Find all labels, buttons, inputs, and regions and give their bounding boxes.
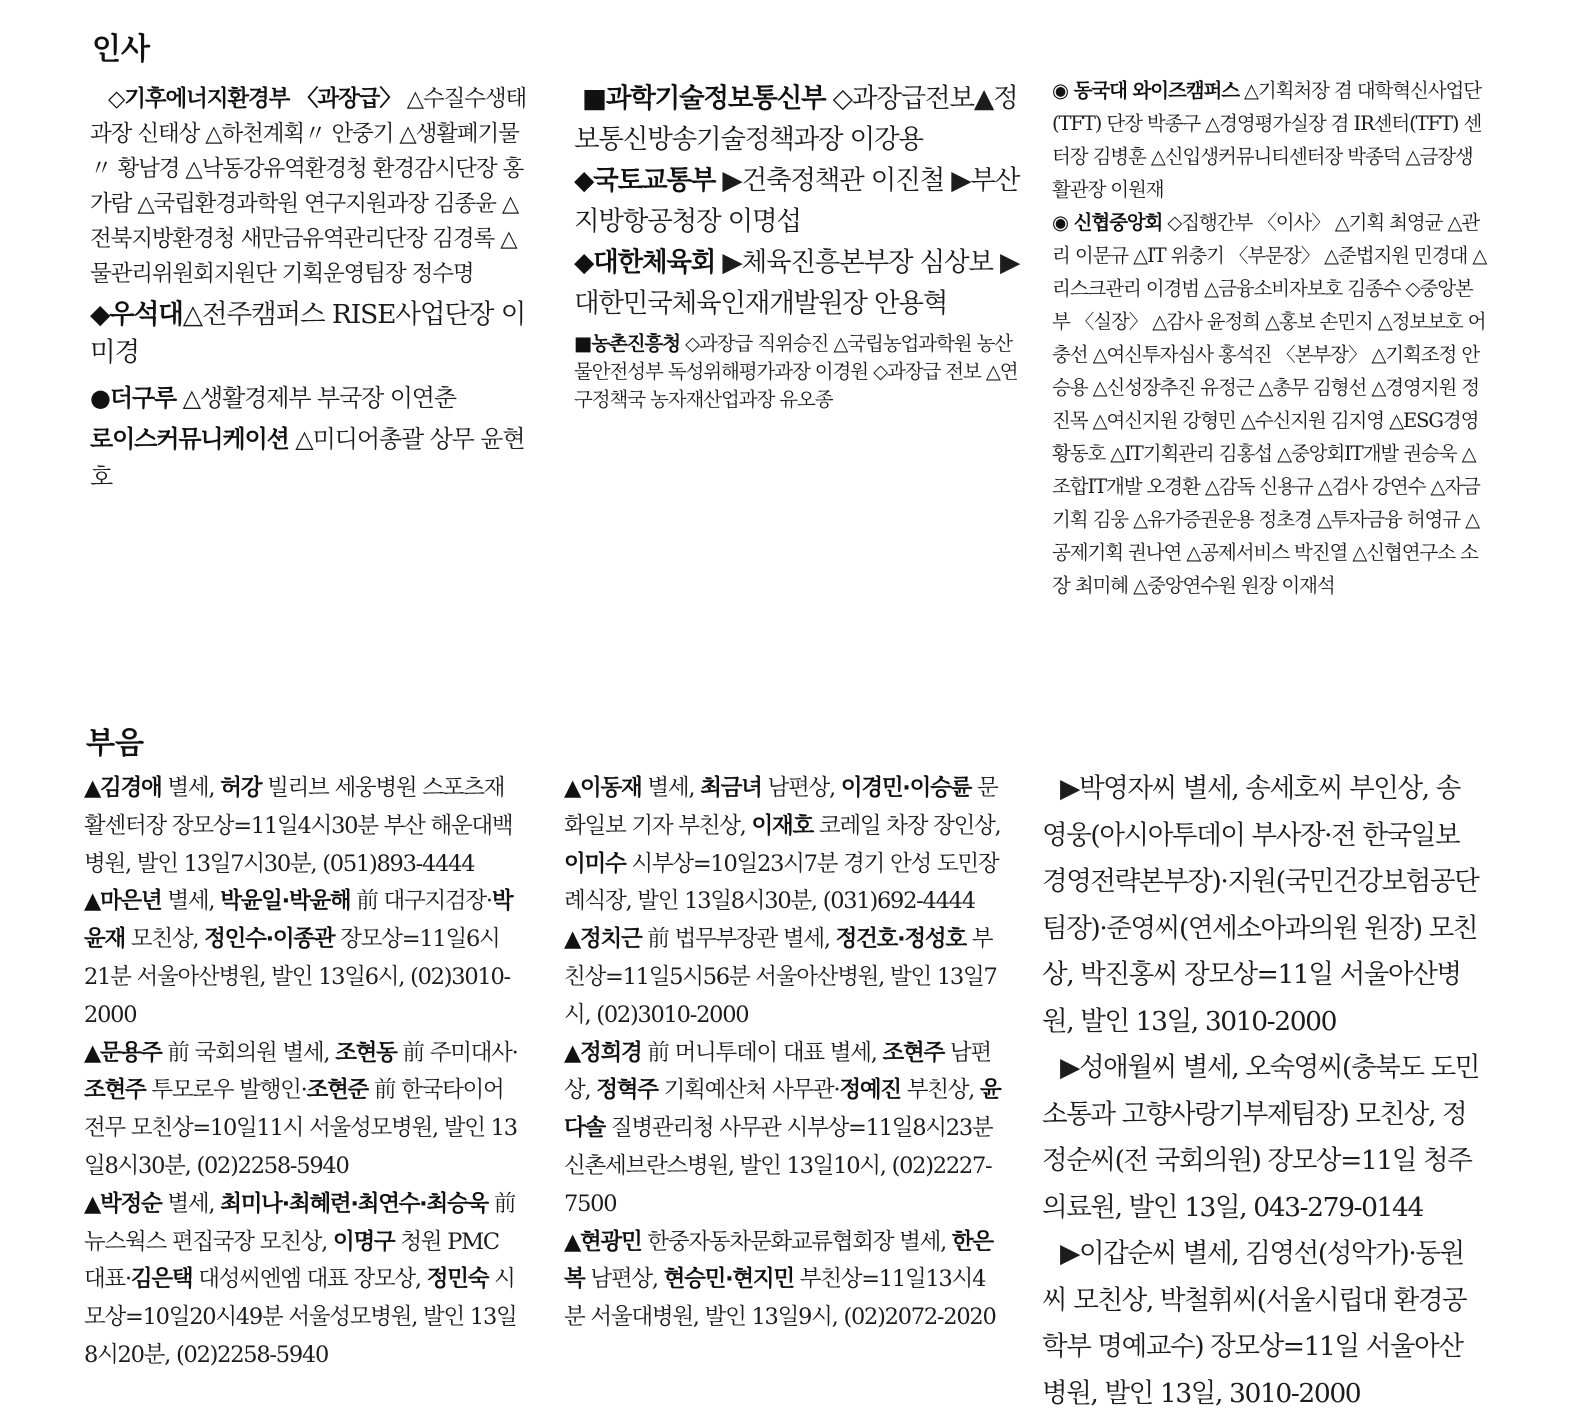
obituary-entry: ▲이동재 별세, 최금녀 남편상, 이경민·이승륜 문화일보 기자 부친상, 이재호 코레일 차장 장인상, 이미수 시부상=10일23시7분 경기 안성 도민장례식장, 발인 13일8시30분, (031)692-4444: [564, 775, 1001, 915]
obituary-entry: ▶성애월씨 별세, 오숙영씨(충북도 도민소통과 고향사랑기부제팀장) 모친상, 정정순씨(전 국회의원) 장모상=11일 청주의료원, 발인 13일, 043-279-0144: [1042, 1052, 1479, 1223]
insa-entry-lois: 로이스커뮤니케이션 △미디어총괄 상무 윤현호: [90, 425, 525, 491]
insa-entry-theguru: ●더구루 △생활경제부 부국장 이연춘: [90, 384, 456, 412]
insa-entry-rda: ■농촌진흥청 ◇과장급 직위승진 △국립농업과학원 농산물안전성부 독성위해평가과장 이경원 ◇과장급 전보 △연구정책국 농자재산업과장 유오종: [574, 332, 1018, 411]
bueum-section-title: 부음: [86, 726, 144, 761]
insa-column-2: [574, 78, 1024, 418]
insa-entry-environment: ◇기후에너지환경부 〈과장급〉 △수질수생태과장 신태상 △하천계획〃 안중기 △생활폐기물〃 황남경 △낙동강유역환경청 환경감시단장 홍가람 △국립환경과학원 연구지원과장 김종윤 △전북지방환경청 새만금유역관리단장 김경록 △물관리위원회지원단 기획운영팀장 정수명: [90, 86, 527, 287]
insa-entry-woosuk: ◆우석대△전주캠퍼스 RISE사업단장 이미경: [90, 299, 526, 368]
insa-entry-sports-council: ◆대한체육회 ▶체육진흥본부장 심상보 ▶대한민국체육인재개발원장 안용혁: [574, 247, 1020, 319]
obituary-entry: ▲마은년 별세, 박윤일·박윤해 前 대구지검장·박윤재 모친상, 정인수·이종관 장모상=11일6시21분 서울아산병원, 발인 13일6시, (02)3010-2000: [84, 888, 513, 1028]
insa-entry-dongguk: ◉ 동국대 와이즈캠퍼스 △기획처장 겸 대학혁신사업단(TFT) 단장 박종구 △경영평가실장 겸 IR센터(TFT) 센터장 김병훈 △신입생커뮤니티센터장 박종덕 △금장생활관장 이원재: [1052, 79, 1482, 201]
bueum-column-2: [564, 770, 1004, 1390]
obituary-entry: ▲문용주 前 국회의원 별세, 조현동 前 주미대사·조현주 투모로우 발행인·조현준 前 한국타이어 전무 모친상=10일11시 서울성모병원, 발인 13일8시30분, (02)2258-5940: [84, 1039, 518, 1179]
bueum-column-1: [84, 770, 524, 1410]
insa-entry-molit: ◆국토교통부 ▶건축정책관 이진철 ▶부산지방항공청장 이명섭: [574, 165, 1020, 237]
obituary-entry: ▲박정순 별세, 최미나·최혜련·최연수·최승욱 前 뉴스웍스 편집국장 모친상, 이명구 청원 PMC 대표·김은택 대성씨엔엠 대표 장모상, 정민숙 시모상=10일20시49분 서울성모병원, 발인 13일8시20분, (02)2258-5940: [84, 1190, 517, 1368]
obituary-entry: ▲정희경 前 머니투데이 대표 별세, 조현주 남편상, 정혁주 기획예산처 사무관·정예진 부친상, 윤다솔 질병관리청 사무관 시부상=11일8시23분 신촌세브란스병원, 발인 13일10시, (02)2227-7500: [564, 1039, 1001, 1217]
obituary-entry: ▶박영자씨 별세, 송세호씨 부인상, 송영웅(아시아투데이 부사장·전 한국일보 경영전략본부장)·지원(국민건강보험공단 팀장)·준영씨(연세소아과의원 원장) 모친상, 박진홍씨 장모상=11일 서울아산병원, 발인 13일, 3010-2000: [1042, 773, 1479, 1037]
obituary-entry: ▲정치근 前 법무부장관 별세, 정건호·정성호 부친상=11일5시56분 서울아산병원, 발인 13일7시, (02)3010-2000: [564, 926, 997, 1028]
obituary-entry: ▲현광민 한중자동차문화교류협회장 별세, 한은복 남편상, 현승민·현지민 부친상=11일13시4분 서울대병원, 발인 13일9시, (02)2072-2020: [564, 1228, 996, 1331]
insa-column-1: [90, 82, 530, 552]
insa-section-title: 인사: [92, 32, 150, 67]
obituary-entry: ▶이갑순씨 별세, 김영선(성악가)·동원씨 모친상, 박철휘씨(서울시립대 환경공학부 명예교수) 장모상=11일 서울아산병원, 발인 13일, 3010-2000: [1042, 1238, 1467, 1406]
obituary-entry: ▲김경애 별세, 허강 빌리브 세웅병원 스포츠재활센터장 장모상=11일4시30분 부산 해운대백병원, 발인 13일7시30분, (051)893-4444: [84, 775, 513, 877]
bueum-column-3: [1042, 766, 1482, 1406]
insa-entry-shinhyup: ◉ 신협중앙회 ◇집행간부 〈이사〉 △기획 최영균 △관리 이문규 △IT 위충기 〈부문장〉 △준법지원 민경대 △리스크관리 이경범 △금융소비자보호 김종수 ◇중앙본부 〈실장〉 △감사 윤정희 △홍보 손민지 △정보보호 어충선 △여신투자심사 홍석진 〈본부장〉 △기획조정 안승용 △신성장추진 유정근 △총무 김형선 △경영지원 정진목 △여신지원 강형민 △수신지원 김지영 △ESG경영 황동호 △IT기획관리 김홍섭 △중앙회IT개발 권승욱 △조합IT개발 오경환 △감독 신용규 △검사 강연수 △자금기획 김웅 △유가증권운용 정초경 △투자금융 허영규 △공제기획 권나연 △공제서비스 박진열 △신협연구소 소장 최미혜 △중앙연수원 원장 이재석: [1052, 211, 1487, 597]
insa-entry-msit: ■과학기술정보통신부 ◇과장급전보▲정보통신방송기술정책과장 이강용: [574, 83, 1018, 155]
insa-column-3: [1052, 74, 1490, 654]
